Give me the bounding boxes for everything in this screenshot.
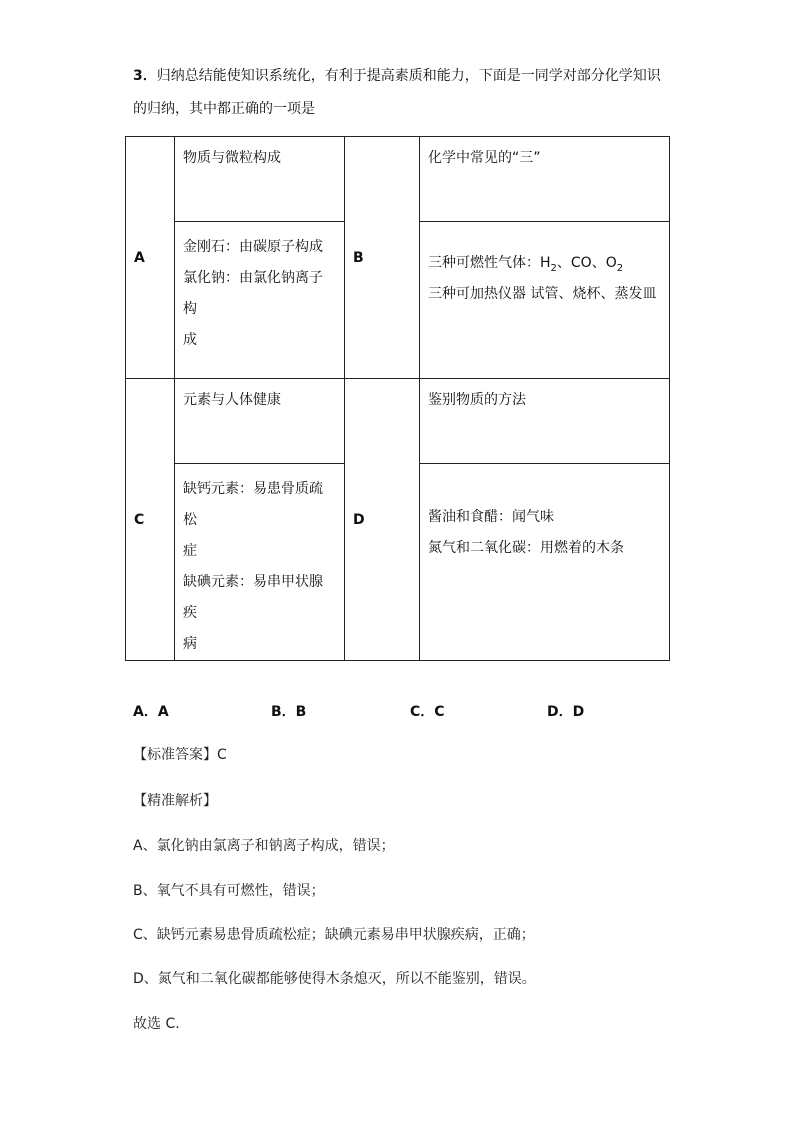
question-number: 3． xyxy=(133,68,157,84)
choice-d: D．D xyxy=(547,704,585,720)
question-text-1: 归纳总结能使知识系统化，有利于提高素质和能力，下面是一同学对部分化学知识 xyxy=(156,68,661,84)
cell-a-line-1: 金刚石：由碳原子构成 xyxy=(183,239,323,255)
question-line-1 xyxy=(133,66,661,86)
analysis-line-d: D、氮气和二氧化碳都能够使得木条熄灭，所以不能鉴别，错误。 xyxy=(133,971,536,987)
choice-b: B．B xyxy=(271,704,307,720)
choice-a: A．A xyxy=(133,704,169,720)
cell-c-body xyxy=(175,464,345,661)
cell-d-header: 鉴别物质的方法 xyxy=(420,379,670,464)
cell-c-line-3: 缺碘元素：易串甲状腺疾 xyxy=(183,574,323,621)
cell-b-line-1: 三种可燃性气体：$H_2$、CO、$O_2$ xyxy=(428,255,624,274)
cell-c-line-2: 症 xyxy=(183,543,197,559)
cell-c-header: 元素与人体健康 xyxy=(175,379,345,464)
cell-c-line-1: 缺钙元素：易患骨质疏松 xyxy=(183,481,323,528)
analysis-line-a: A、氯化钠由氯离子和钠离子构成，错误； xyxy=(133,838,395,854)
cell-b-line-2: 三种可加热仪器 试管、烧杯、蒸发皿 xyxy=(428,286,657,302)
row-label-a: A xyxy=(126,137,175,379)
cell-d-body xyxy=(420,464,670,661)
cell-a-body xyxy=(175,222,345,379)
analysis-line-c: C、缺钙元素易患骨质疏松症；缺碘元素易串甲状腺疾病，正确； xyxy=(133,927,535,943)
choice-c: C．C xyxy=(410,704,445,720)
row-label-b: B xyxy=(345,137,420,379)
analysis-heading: 【精准解析】 xyxy=(133,793,217,809)
standard-answer: 【标准答案】C xyxy=(133,747,227,763)
knowledge-table xyxy=(125,136,670,661)
cell-c-line-4: 病 xyxy=(183,636,197,652)
cell-d-line-1: 酱油和食醋：闻气味 xyxy=(428,509,554,525)
cell-a-line-2: 氯化钠：由氯化钠离子构 xyxy=(183,270,323,317)
conclusion: 故选 C. xyxy=(133,1016,180,1032)
cell-a-header: 物质与微粒构成 xyxy=(175,137,345,222)
cell-b-body xyxy=(420,222,670,379)
row-label-c: C xyxy=(126,379,175,661)
cell-a-line-3: 成 xyxy=(183,332,197,348)
analysis-line-b: B、氧气不具有可燃性，错误； xyxy=(133,883,325,899)
cell-d-line-2: 氮气和二氧化碳：用燃着的木条 xyxy=(428,540,624,556)
cell-b-header: 化学中常见的“三” xyxy=(420,137,670,222)
row-label-d: D xyxy=(345,379,420,661)
question-line-2 xyxy=(133,99,315,119)
question-text-2: 的归纳，其中都正确的一项是 xyxy=(133,101,315,117)
